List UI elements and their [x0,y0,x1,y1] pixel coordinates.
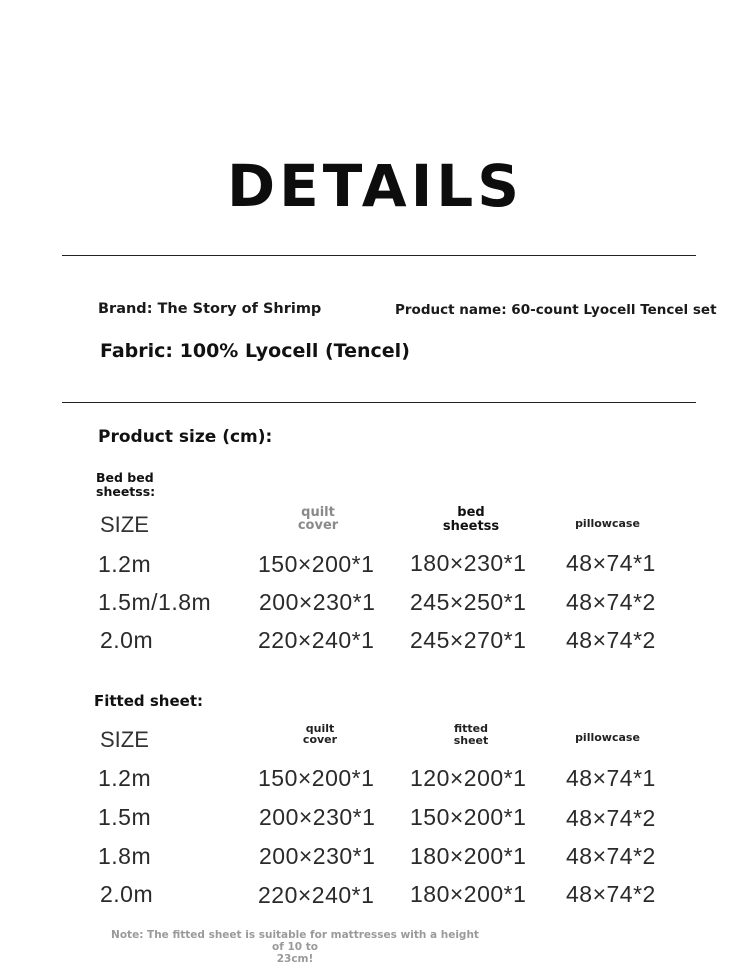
fitted-row-4-quilt: 220×240*1 [258,882,375,908]
bed-pillowcase-header: pillowcase [575,517,640,530]
product-size-heading: Product size (cm): [98,427,273,447]
fitted-size-header: SIZE [100,727,149,752]
bed-row-3-size: 2.0m [100,627,154,653]
fitted-pillowcase-header: pillowcase [575,731,640,744]
page-title: DETAILS [226,152,524,220]
bed-sheets-header-line1: bed [457,505,485,520]
bed-row-2-pillow: 48×74*2 [566,589,656,615]
fitted-row-2-pillow: 48×74*2 [566,805,656,831]
fitted-row-1-quilt: 150×200*1 [258,765,375,791]
bed-row-3-pillow: 48×74*2 [566,627,656,653]
bed-size-header: SIZE [100,512,149,537]
bed-sheets-label [96,471,155,499]
fitted-sheet-header-line2: sheet [453,734,489,747]
bed-row-1-size: 1.2m [98,551,152,577]
fitted-row-3-quilt: 200×230*1 [259,843,376,869]
fitted-quilt-cover-header [270,723,370,745]
bed-row-2-quilt: 200×230*1 [259,589,376,615]
brand-text: Brand: The Story of Shrimp [98,301,322,317]
fitted-row-3-size: 1.8m [98,843,152,869]
fitted-row-4-size: 2.0m [100,881,154,907]
bed-sheets-label-line2: sheetss: [96,484,156,499]
fitted-sheet-header [421,723,521,747]
fitted-row-1-sheet: 120×200*1 [410,765,527,791]
fabric-text: Fabric: 100% Lyocell (Tencel) [100,340,410,362]
divider-top [62,255,696,256]
bed-row-1-sheet: 180×230*1 [410,550,527,576]
bed-sheets-label-line1: Bed bed [96,470,154,485]
fitted-row-4-pillow: 48×74*2 [566,881,656,907]
fitted-row-2-quilt: 200×230*1 [259,804,376,830]
fitted-row-3-pillow: 48×74*2 [566,843,656,869]
fitted-row-4-sheet: 180×200*1 [410,881,527,907]
note-line1: Note: The fitted sheet is suitable for mattresses with a height of 10 to [111,929,479,953]
fitted-quilt-header-line1: quilt [305,722,335,735]
product-name-text: Product name: 60-count Lyocell Tencel set [395,302,717,318]
fitted-row-1-size: 1.2m [98,765,152,791]
bed-row-3-quilt: 220×240*1 [258,627,375,653]
fitted-row-1-pillow: 48×74*1 [566,765,656,791]
fitted-sheet-note [110,929,480,965]
bed-quilt-header-line2: cover [297,518,339,533]
divider-middle [62,402,696,403]
bed-sheets-header-line2: sheetss [442,519,500,534]
bed-quilt-header-line1: quilt [301,505,335,520]
fitted-row-3-sheet: 180×200*1 [410,843,527,869]
fitted-quilt-header-line2: cover [302,733,338,746]
bed-row-1-pillow: 48×74*1 [566,550,656,576]
fitted-row-2-sheet: 150×200*1 [410,804,527,830]
bed-sheets-header [421,506,521,534]
bed-row-2-sheet: 245×250*1 [410,589,527,615]
fitted-sheet-header-line1: fitted [453,722,488,735]
bed-row-1-quilt: 150×200*1 [258,551,375,577]
bed-row-2-size: 1.5m/1.8m [98,589,212,615]
bed-row-3-sheet: 245×270*1 [410,627,527,653]
fitted-row-2-size: 1.5m [98,804,152,830]
bed-quilt-cover-header [268,506,368,532]
fitted-sheet-label: Fitted sheet: [94,692,203,710]
note-line2: 23cm! [276,953,314,965]
